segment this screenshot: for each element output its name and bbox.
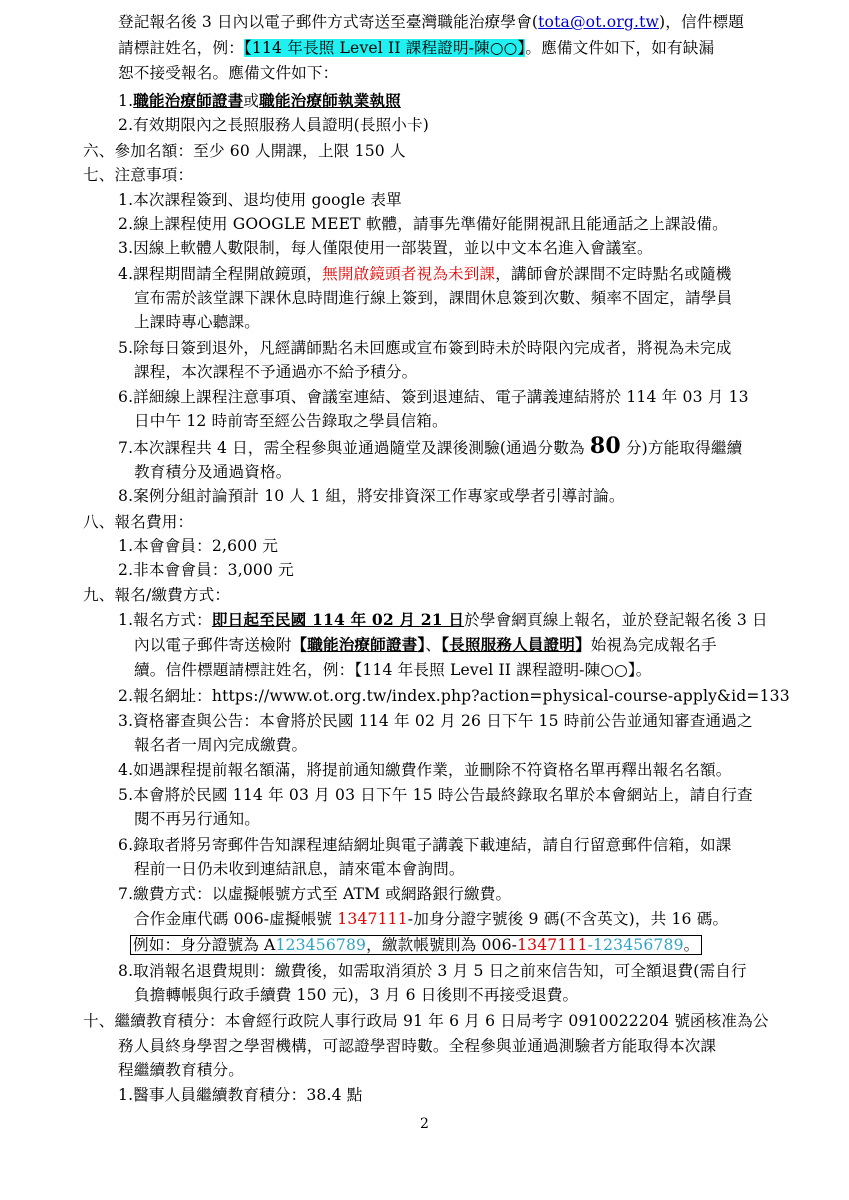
section-6-quota: 六、參加名額：至少 60 人開課，上限 150 人 <box>83 142 406 160</box>
example-text: 例如：身分證號為 A <box>133 936 276 954</box>
registration-item-8-line-2: 負擔轉帳與行政手續費 150 元)，3 月 6 日後則不再接受退費。 <box>134 986 579 1004</box>
intro-line-1 <box>118 11 744 33</box>
notice-item-5-line-2: 課程，本次課程不予通過亦不給予積分。 <box>134 363 418 381</box>
notice-item-8: 8.案例分組討論預計 10 人 1 組，將安排資深工作專家或學者引導討論。 <box>118 487 625 505</box>
page-number: 2 <box>420 1116 429 1132</box>
notice-item-2: 2.線上課程使用 GOOGLE MEET 軟體，請事先準備好能開視訊且能通話之上課設備。 <box>118 215 728 233</box>
registration-item-3: 3.資格審查與公告：本會將於民國 114 年 02 月 26 日下午 15 時前公告並通知審查通過之 <box>118 712 753 730</box>
notice-text: 4.課程期間請全程開啟鏡頭， <box>118 265 323 283</box>
separator: 、 <box>425 636 442 654</box>
doc-ot-certificate: 職能治療師證書 <box>133 91 244 110</box>
example-account-prefix: 1347111 <box>517 936 588 954</box>
notice-item-4-line-3: 上課時專心聽課。 <box>134 313 260 331</box>
notice-item-6: 6.詳細線上課程注意事項、會議室連結、簽到退連結、電子講義連結將於 114 年 03 月 13 <box>118 388 749 406</box>
bracket: 】 <box>417 635 426 654</box>
registration-item-1-line-3: 續。信件標題請標註姓名，例：【114 年長照 Level II 課程證明-陳○○】。 <box>134 661 652 679</box>
bracket: 【 <box>291 635 308 654</box>
registration-item-7: 7.繳費方式：以虛擬帳號方式至 ATM 或網路銀行繳費。 <box>118 885 512 903</box>
registration-deadline: 即日起至民國 114 年 02 月 21 日 <box>211 610 465 629</box>
registration-item-5: 5.本會將於民國 114 年 03 月 03 日下午 15 時公告最終錄取名單於本會網站上，請自行查 <box>118 786 753 804</box>
intro-text: 。應備文件如下，如有缺漏 <box>525 39 715 57</box>
registration-text: 始視為完成報名手 <box>590 636 717 654</box>
section-10-line-3: 程繼續教育積分。 <box>118 1061 244 1079</box>
intro-text: 登記報名後 3 日內以電子郵件方式寄送至臺灣職能治療學會( <box>118 13 539 31</box>
registration-item-1-line-2 <box>134 634 717 656</box>
section-7-heading: 七、注意事項： <box>83 166 194 184</box>
payment-text: 合作金庫代碼 006-虛擬帳號 <box>134 910 338 928</box>
registration-item-1 <box>118 609 768 631</box>
credit-item-1: 1.醫事人員繼續教育積分：38.4 點 <box>118 1086 363 1104</box>
registration-item-6-line-2: 程前一日仍未收到連結訊息，請來電本會詢問。 <box>134 860 465 878</box>
intro-text: 請標註姓名，例： <box>118 39 244 57</box>
camera-warning: 無開啟鏡頭者視為未到課 <box>322 265 496 283</box>
required-doc-2: 2.有效期限內之長照服務人員證明(長照小卡) <box>118 116 430 134</box>
notice-item-7-line-2: 教育積分及通過資格。 <box>134 463 292 481</box>
account-example-box <box>130 934 702 956</box>
doc-ltc-certificate: 長照服務人員證明 <box>449 635 576 654</box>
fee-non-member: 2.非本會會員：3,000 元 <box>118 561 294 579</box>
registration-item-4: 4.如遇課程提前報名額滿，將提前通知繳費作業，並刪除不符資格名單再釋出報名名額。 <box>118 761 732 779</box>
notice-text: ，講師會於課間不定時點名或隨機 <box>495 265 732 283</box>
example-id-digits: 123456789 <box>275 936 367 954</box>
registration-text: 於學會網頁線上報名，並於登記報名後 3 日 <box>464 611 768 629</box>
registration-text: 內以電子郵件寄送檢附 <box>134 636 292 654</box>
notice-item-4-line-2: 宣布需於該堂課下課休息時間進行線上簽到，課間休息簽到次數、頻率不固定，請學員 <box>134 289 733 307</box>
email-link[interactable]: tota@ot.org.tw <box>538 13 660 31</box>
registration-item-3-line-2: 報名者一周內完成繳費。 <box>134 736 308 754</box>
registration-item-8: 8.取消報名退費規則：繳費後，如需取消須於 3 月 5 日之前來信告知，可全額退費(需自行 <box>118 962 747 980</box>
section-8-heading: 八、報名費用： <box>83 513 194 531</box>
bracket: 【 <box>441 635 450 654</box>
section-9-heading: 九、報名/繳費方式： <box>83 586 231 604</box>
notice-item-3: 3.因線上軟體人數限制，每人僅限使用一部裝置，並以中文本名進入會議室。 <box>118 239 653 257</box>
required-doc-1 <box>118 90 401 112</box>
email-subject-example: 【114 年長照 Level II 課程證明-陳○○】 <box>243 39 526 57</box>
account-prefix: 1347111 <box>337 910 408 928</box>
or-text: 或 <box>243 92 260 110</box>
intro-line-3: 恕不接受報名。應備文件如下： <box>118 64 339 82</box>
bracket: 】 <box>575 635 591 654</box>
notice-item-7 <box>118 433 743 459</box>
registration-item-6: 6.錄取者將另寄郵件告知課程連結網址與電子講義下載連結，請自行留意郵件信箱，如課 <box>118 836 732 854</box>
notice-text: 分)方能取得繼續 <box>620 439 743 457</box>
intro-line-2 <box>118 37 714 59</box>
doc-ot-certificate: 職能治療師證書 <box>307 635 418 654</box>
example-text: 。 <box>683 936 700 954</box>
payment-text: -加身分證字號後 9 碼(不含英文)，共 16 碼。 <box>407 910 729 928</box>
passing-score: 80 <box>589 433 621 459</box>
notice-item-5: 5.除每日簽到退外，凡經講師點名未回應或宣布簽到時未於時限內完成者，將視為未完成 <box>118 339 732 357</box>
section-10-line-2: 務人員終身學習之學習機構，可認證學習時數。全程參與並通過測驗者方能取得本次課 <box>118 1037 717 1055</box>
notice-item-1: 1.本次課程簽到、退均使用 google 表單 <box>118 191 402 209</box>
registration-text: 1.報名方式： <box>118 611 212 629</box>
notice-item-6-line-2: 日中午 12 時前寄至經公告錄取之學員信箱。 <box>134 412 448 430</box>
notice-text: 7.本次課程共 4 日，需全程參與並通過隨堂及課後測驗(通過分數為 <box>118 439 590 457</box>
intro-text: )，信件標題 <box>659 13 744 31</box>
account-example <box>130 935 702 955</box>
doc-ot-license: 職能治療師執業執照 <box>259 91 401 110</box>
registration-url[interactable]: 2.報名網址：https://www.ot.org.tw/index.php?action=physical-course-apply&id=133 <box>118 687 790 705</box>
example-dash: - <box>587 936 593 954</box>
example-id-digits: 123456789 <box>593 936 684 954</box>
list-number: 1. <box>118 92 134 110</box>
section-10-heading: 十、繼續教育積分：本會經行政院人事行政局 91 年 6 月 6 日局考字 0910022204 號函核准為公 <box>83 1012 769 1030</box>
virtual-account-rule <box>134 908 728 930</box>
fee-member: 1.本會會員：2,600 元 <box>118 537 279 555</box>
example-text: ，繳款帳號則為 006- <box>366 936 518 954</box>
notice-item-4 <box>118 263 731 285</box>
registration-item-5-line-2: 閱不再另行通知。 <box>134 810 260 828</box>
